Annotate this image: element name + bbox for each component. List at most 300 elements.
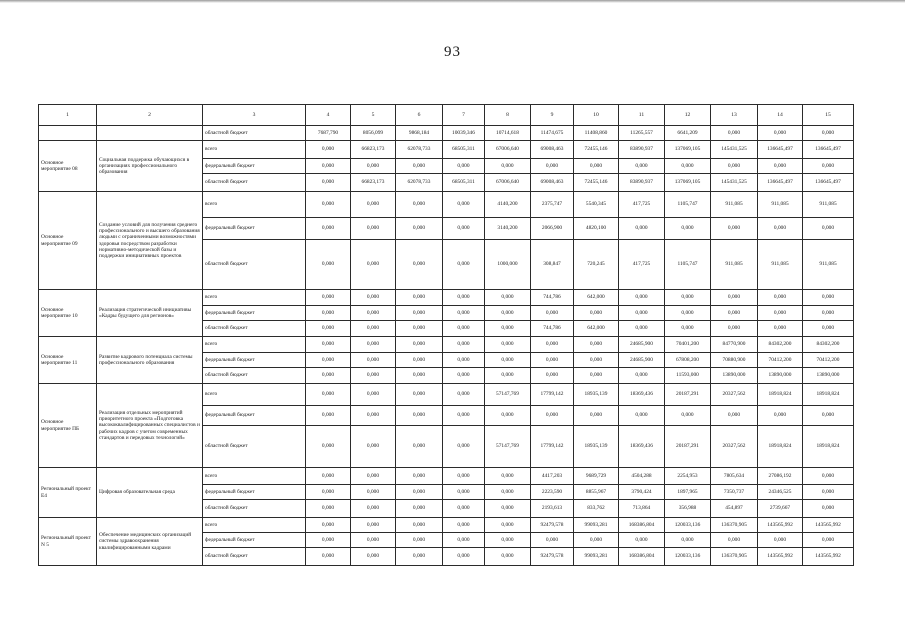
value-cell: 10039,346 bbox=[443, 126, 485, 141]
value-cell: 62078,733 bbox=[396, 141, 443, 159]
value-cell: 911,085 bbox=[711, 240, 758, 290]
value-cell: 0,000 bbox=[306, 141, 351, 159]
value-cell: 92479,578 bbox=[531, 518, 574, 533]
value-cell: 0,000 bbox=[396, 533, 443, 548]
value-cell: 0,000 bbox=[619, 306, 665, 321]
value-cell: 0,000 bbox=[665, 290, 711, 306]
value-cell: 0,000 bbox=[758, 533, 803, 548]
value-cell: 0,000 bbox=[351, 368, 396, 384]
funding-source: областной бюджет bbox=[203, 126, 306, 141]
value-cell: 20187,291 bbox=[665, 384, 711, 406]
value-cell: 70401,200 bbox=[665, 337, 711, 353]
column-header: 5 bbox=[351, 105, 396, 126]
value-cell: 145431,525 bbox=[711, 141, 758, 159]
value-cell: 0,000 bbox=[443, 500, 485, 518]
value-cell: 67006,640 bbox=[485, 174, 531, 192]
value-cell: 0,000 bbox=[574, 533, 619, 548]
value-cell: 0,000 bbox=[443, 533, 485, 548]
value-cell: 145431,525 bbox=[711, 174, 758, 192]
value-cell: 0,000 bbox=[443, 321, 485, 337]
value-cell: 0,000 bbox=[306, 174, 351, 192]
funding-source: областной бюджет bbox=[203, 548, 306, 566]
funding-source: областной бюджет bbox=[203, 368, 306, 384]
value-cell: 0,000 bbox=[306, 240, 351, 290]
value-cell: 1000,000 bbox=[485, 240, 531, 290]
value-cell: 0,000 bbox=[351, 533, 396, 548]
value-cell: 0,000 bbox=[531, 533, 574, 548]
value-cell: 0,000 bbox=[574, 368, 619, 384]
value-cell: 68505,311 bbox=[443, 141, 485, 159]
value-cell: 4140,200 bbox=[485, 192, 531, 218]
value-cell: 136645,497 bbox=[803, 174, 854, 192]
funding-source: федеральный бюджет bbox=[203, 485, 306, 500]
value-cell: 2193,613 bbox=[531, 500, 574, 518]
table-row bbox=[39, 192, 854, 218]
table-row bbox=[39, 290, 854, 306]
activity-description: Реализация отдельных мероприятий приоритетного проекта «Подготовка высококвалифицированных специалистов и рабочих кадров с учетом современных стандартов и передовых технологий» bbox=[97, 384, 203, 468]
value-cell: 20327,562 bbox=[711, 384, 758, 406]
value-cell: 0,000 bbox=[351, 406, 396, 426]
funding-source: всего bbox=[203, 141, 306, 159]
value-cell: 18935,139 bbox=[574, 384, 619, 406]
value-cell: 3140,200 bbox=[485, 218, 531, 240]
activity-description: Обеспечение медицинских организаций системы здравоохранения квалифицированными кадрами bbox=[97, 518, 203, 566]
value-cell: 0,000 bbox=[758, 159, 803, 174]
value-cell: 0,000 bbox=[351, 548, 396, 566]
value-cell: 0,000 bbox=[574, 406, 619, 426]
value-cell: 0,000 bbox=[351, 485, 396, 500]
value-cell: 83890,937 bbox=[619, 174, 665, 192]
activity-name: Основное мероприятие 10 bbox=[39, 290, 97, 337]
value-cell: 2375,747 bbox=[531, 192, 574, 218]
value-cell: 7350,737 bbox=[711, 485, 758, 500]
funding-source: всего bbox=[203, 384, 306, 406]
value-cell: 0,000 bbox=[351, 240, 396, 290]
value-cell: 0,000 bbox=[396, 518, 443, 533]
value-cell: 136645,497 bbox=[803, 141, 854, 159]
value-cell: 18918,824 bbox=[803, 384, 854, 406]
value-cell: 417,725 bbox=[619, 192, 665, 218]
value-cell: 92479,578 bbox=[531, 548, 574, 566]
table-row bbox=[39, 337, 854, 353]
value-cell: 0,000 bbox=[711, 533, 758, 548]
table-body bbox=[39, 105, 854, 566]
funding-source: всего bbox=[203, 518, 306, 533]
value-cell: 744,786 bbox=[531, 290, 574, 306]
value-cell: 0,000 bbox=[306, 192, 351, 218]
value-cell: 70412,200 bbox=[758, 353, 803, 368]
activity-name: Основное мероприятие ПБ bbox=[39, 384, 97, 468]
value-cell: 0,000 bbox=[711, 126, 758, 141]
value-cell: 454,897 bbox=[711, 500, 758, 518]
column-header: 11 bbox=[619, 105, 665, 126]
value-cell: 0,000 bbox=[485, 548, 531, 566]
value-cell: 0,000 bbox=[758, 126, 803, 141]
table-row bbox=[39, 518, 854, 533]
value-cell: 10714,618 bbox=[485, 126, 531, 141]
value-cell: 0,000 bbox=[803, 126, 854, 141]
value-cell: 2739,667 bbox=[758, 500, 803, 518]
value-cell: 0,000 bbox=[351, 468, 396, 485]
funding-source: областной бюджет bbox=[203, 500, 306, 518]
value-cell: 0,000 bbox=[443, 426, 485, 468]
funding-source: всего bbox=[203, 192, 306, 218]
value-cell: 0,000 bbox=[665, 406, 711, 426]
value-cell: 0,000 bbox=[619, 533, 665, 548]
value-cell: 0,000 bbox=[306, 384, 351, 406]
value-cell: 99093,281 bbox=[574, 518, 619, 533]
value-cell: 84302,200 bbox=[758, 337, 803, 353]
value-cell: 66823,173 bbox=[351, 174, 396, 192]
column-header: 4 bbox=[306, 105, 351, 126]
value-cell: 0,000 bbox=[574, 337, 619, 353]
value-cell: 0,000 bbox=[443, 192, 485, 218]
value-cell: 911,085 bbox=[803, 192, 854, 218]
funding-source: всего bbox=[203, 337, 306, 353]
value-cell: 0,000 bbox=[306, 306, 351, 321]
value-cell: 143565,992 bbox=[803, 518, 854, 533]
value-cell: 0,000 bbox=[351, 290, 396, 306]
value-cell: 69008,463 bbox=[531, 174, 574, 192]
value-cell: 0,000 bbox=[758, 406, 803, 426]
value-cell: 0,000 bbox=[443, 240, 485, 290]
value-cell: 0,000 bbox=[351, 218, 396, 240]
scan-edge bbox=[0, 0, 905, 3]
funding-source: областной бюджет bbox=[203, 321, 306, 337]
value-cell: 0,000 bbox=[758, 218, 803, 240]
value-cell: 72455,146 bbox=[574, 174, 619, 192]
value-cell: 72455,146 bbox=[574, 141, 619, 159]
value-cell: 57147,769 bbox=[485, 384, 531, 406]
column-header: 15 bbox=[803, 105, 854, 126]
value-cell: 27086,192 bbox=[758, 468, 803, 485]
value-cell: 0,000 bbox=[619, 159, 665, 174]
value-cell: 0,000 bbox=[803, 159, 854, 174]
value-cell: 0,000 bbox=[619, 218, 665, 240]
value-cell: 13890,000 bbox=[711, 368, 758, 384]
value-cell: 0,000 bbox=[443, 548, 485, 566]
value-cell: 0,000 bbox=[396, 406, 443, 426]
value-cell: 3790,424 bbox=[619, 485, 665, 500]
value-cell: 0,000 bbox=[485, 500, 531, 518]
value-cell: 0,000 bbox=[443, 485, 485, 500]
column-header: 10 bbox=[574, 105, 619, 126]
value-cell: 0,000 bbox=[665, 533, 711, 548]
value-cell: 0,000 bbox=[711, 406, 758, 426]
value-cell: 168386,804 bbox=[619, 548, 665, 566]
value-cell: 0,000 bbox=[396, 337, 443, 353]
value-cell: 0,000 bbox=[443, 368, 485, 384]
value-cell: 713,864 bbox=[619, 500, 665, 518]
value-cell: 0,000 bbox=[396, 159, 443, 174]
column-header: 13 bbox=[711, 105, 758, 126]
value-cell: 0,000 bbox=[443, 337, 485, 353]
value-cell: 57147,769 bbox=[485, 426, 531, 468]
value-cell: 0,000 bbox=[351, 384, 396, 406]
value-cell: 642,000 bbox=[574, 321, 619, 337]
value-cell: 642,000 bbox=[574, 290, 619, 306]
value-cell: 18918,824 bbox=[803, 426, 854, 468]
value-cell: 0,000 bbox=[803, 218, 854, 240]
value-cell: 0,000 bbox=[531, 337, 574, 353]
value-cell: 4820,100 bbox=[574, 218, 619, 240]
activity-description bbox=[97, 126, 203, 141]
value-cell: 136370,905 bbox=[711, 518, 758, 533]
funding-source: всего bbox=[203, 290, 306, 306]
value-cell: 911,085 bbox=[803, 240, 854, 290]
value-cell: 0,000 bbox=[711, 159, 758, 174]
value-cell: 136645,497 bbox=[758, 141, 803, 159]
value-cell: 0,000 bbox=[758, 306, 803, 321]
value-cell: 84302,200 bbox=[803, 337, 854, 353]
value-cell: 84770,900 bbox=[711, 337, 758, 353]
value-cell: 2254,953 bbox=[665, 468, 711, 485]
value-cell: 70412,200 bbox=[803, 353, 854, 368]
value-cell: 911,085 bbox=[758, 240, 803, 290]
value-cell: 9868,184 bbox=[396, 126, 443, 141]
value-cell: 0,000 bbox=[306, 353, 351, 368]
value-cell: 68505,311 bbox=[443, 174, 485, 192]
value-cell: 0,000 bbox=[619, 321, 665, 337]
column-header: 14 bbox=[758, 105, 803, 126]
value-cell: 137069,105 bbox=[665, 174, 711, 192]
value-cell: 9689,729 bbox=[574, 468, 619, 485]
value-cell: 120033,136 bbox=[665, 518, 711, 533]
funding-source: всего bbox=[203, 468, 306, 485]
value-cell: 11408,860 bbox=[574, 126, 619, 141]
value-cell: 8855,967 bbox=[574, 485, 619, 500]
value-cell: 7805,634 bbox=[711, 468, 758, 485]
value-cell: 143565,992 bbox=[758, 518, 803, 533]
value-cell: 0,000 bbox=[803, 290, 854, 306]
value-cell: 70880,900 bbox=[711, 353, 758, 368]
value-cell: 0,000 bbox=[665, 321, 711, 337]
value-cell: 0,000 bbox=[351, 192, 396, 218]
value-cell: 67006,640 bbox=[485, 141, 531, 159]
value-cell: 0,000 bbox=[351, 337, 396, 353]
value-cell: 911,085 bbox=[711, 192, 758, 218]
value-cell: 0,000 bbox=[619, 368, 665, 384]
value-cell: 6641,209 bbox=[665, 126, 711, 141]
funding-source: областной бюджет bbox=[203, 174, 306, 192]
value-cell: 0,000 bbox=[306, 406, 351, 426]
value-cell: 136370,905 bbox=[711, 548, 758, 566]
value-cell: 0,000 bbox=[711, 321, 758, 337]
value-cell: 0,000 bbox=[306, 426, 351, 468]
value-cell: 0,000 bbox=[306, 159, 351, 174]
value-cell: 0,000 bbox=[306, 290, 351, 306]
value-cell: 0,000 bbox=[396, 426, 443, 468]
activity-description: Реализация стратегической инициативы «Кадры будущего для регионов» bbox=[97, 290, 203, 337]
value-cell: 0,000 bbox=[351, 321, 396, 337]
value-cell: 0,000 bbox=[351, 518, 396, 533]
value-cell: 0,000 bbox=[531, 306, 574, 321]
value-cell: 0,000 bbox=[758, 321, 803, 337]
value-cell: 0,000 bbox=[574, 306, 619, 321]
activity-description: Цифровая образовательная среда bbox=[97, 468, 203, 518]
budget-table bbox=[38, 104, 854, 566]
value-cell: 62078,733 bbox=[396, 174, 443, 192]
value-cell: 7687,790 bbox=[306, 126, 351, 141]
value-cell: 0,000 bbox=[485, 337, 531, 353]
value-cell: 0,000 bbox=[803, 533, 854, 548]
column-header: 8 bbox=[485, 105, 531, 126]
value-cell: 0,000 bbox=[485, 518, 531, 533]
table-row bbox=[39, 384, 854, 406]
funding-source: областной бюджет bbox=[203, 240, 306, 290]
value-cell: 0,000 bbox=[306, 468, 351, 485]
value-cell: 0,000 bbox=[803, 468, 854, 485]
value-cell: 0,000 bbox=[443, 518, 485, 533]
value-cell: 0,000 bbox=[485, 485, 531, 500]
value-cell: 0,000 bbox=[531, 159, 574, 174]
value-cell: 0,000 bbox=[396, 548, 443, 566]
value-cell: 0,000 bbox=[803, 500, 854, 518]
value-cell: 0,000 bbox=[531, 406, 574, 426]
column-header: 1 bbox=[39, 105, 97, 126]
value-cell: 0,000 bbox=[306, 337, 351, 353]
value-cell: 0,000 bbox=[485, 306, 531, 321]
value-cell: 0,000 bbox=[711, 290, 758, 306]
activity-description: Развитие кадрового потенциала системы профессионального образования bbox=[97, 337, 203, 384]
value-cell: 0,000 bbox=[485, 353, 531, 368]
value-cell: 0,000 bbox=[306, 518, 351, 533]
value-cell: 11265,557 bbox=[619, 126, 665, 141]
activity-name: Основное мероприятие 08 bbox=[39, 141, 97, 192]
activity-name: Региональный проект N 5 bbox=[39, 518, 97, 566]
value-cell: 417,725 bbox=[619, 240, 665, 290]
value-cell: 0,000 bbox=[443, 384, 485, 406]
column-header: 9 bbox=[531, 105, 574, 126]
value-cell: 0,000 bbox=[396, 218, 443, 240]
funding-source: федеральный бюджет bbox=[203, 533, 306, 548]
table-row bbox=[39, 126, 854, 141]
value-cell: 67808,200 bbox=[665, 353, 711, 368]
value-cell: 0,000 bbox=[351, 500, 396, 518]
page-number: 93 bbox=[444, 44, 461, 60]
value-cell: 0,000 bbox=[396, 500, 443, 518]
value-cell: 1897,965 bbox=[665, 485, 711, 500]
value-cell: 99093,281 bbox=[574, 548, 619, 566]
value-cell: 0,000 bbox=[396, 306, 443, 321]
activity-name: Основное мероприятие 11 bbox=[39, 337, 97, 384]
funding-source: областной бюджет bbox=[203, 426, 306, 468]
value-cell: 18918,824 bbox=[758, 426, 803, 468]
value-cell: 66823,173 bbox=[351, 141, 396, 159]
value-cell: 0,000 bbox=[306, 218, 351, 240]
value-cell: 0,000 bbox=[665, 159, 711, 174]
funding-source: федеральный бюджет bbox=[203, 353, 306, 368]
value-cell: 0,000 bbox=[351, 353, 396, 368]
value-cell: 17799,142 bbox=[531, 426, 574, 468]
value-cell: 0,000 bbox=[306, 533, 351, 548]
value-cell: 0,000 bbox=[396, 368, 443, 384]
value-cell: 0,000 bbox=[306, 368, 351, 384]
value-cell: 0,000 bbox=[803, 306, 854, 321]
value-cell: 0,000 bbox=[485, 321, 531, 337]
value-cell: 0,000 bbox=[803, 406, 854, 426]
value-cell: 0,000 bbox=[574, 159, 619, 174]
value-cell: 0,000 bbox=[306, 485, 351, 500]
activity-name: Основное мероприятие 09 bbox=[39, 192, 97, 290]
value-cell: 0,000 bbox=[485, 533, 531, 548]
value-cell: 11474,675 bbox=[531, 126, 574, 141]
value-cell: 2066,900 bbox=[531, 218, 574, 240]
funding-source: федеральный бюджет bbox=[203, 406, 306, 426]
value-cell: 0,000 bbox=[758, 290, 803, 306]
value-cell: 0,000 bbox=[443, 468, 485, 485]
value-cell: 0,000 bbox=[485, 468, 531, 485]
header-row bbox=[39, 105, 854, 126]
value-cell: 0,000 bbox=[711, 306, 758, 321]
value-cell: 0,000 bbox=[803, 485, 854, 500]
value-cell: 0,000 bbox=[396, 290, 443, 306]
value-cell: 0,000 bbox=[396, 353, 443, 368]
value-cell: 5540,345 bbox=[574, 192, 619, 218]
value-cell: 0,000 bbox=[306, 500, 351, 518]
value-cell: 0,000 bbox=[306, 548, 351, 566]
column-header: 2 bbox=[97, 105, 203, 126]
value-cell: 308,847 bbox=[531, 240, 574, 290]
value-cell: 1105,747 bbox=[665, 240, 711, 290]
table-row bbox=[39, 141, 854, 159]
value-cell: 0,000 bbox=[443, 218, 485, 240]
value-cell: 0,000 bbox=[396, 468, 443, 485]
value-cell: 11593,000 bbox=[665, 368, 711, 384]
value-cell: 24685,900 bbox=[619, 353, 665, 368]
value-cell: 0,000 bbox=[665, 218, 711, 240]
value-cell: 0,000 bbox=[531, 368, 574, 384]
value-cell: 0,000 bbox=[306, 321, 351, 337]
funding-source: федеральный бюджет bbox=[203, 159, 306, 174]
activity-description: Социальная поддержка обучающихся в организациях профессионального образования bbox=[97, 141, 203, 192]
value-cell: 0,000 bbox=[351, 306, 396, 321]
value-cell: 0,000 bbox=[531, 353, 574, 368]
value-cell: 18918,824 bbox=[758, 384, 803, 406]
value-cell: 833,762 bbox=[574, 500, 619, 518]
column-header: 3 bbox=[203, 105, 306, 126]
value-cell: 0,000 bbox=[485, 290, 531, 306]
value-cell: 1105,747 bbox=[665, 192, 711, 218]
value-cell: 0,000 bbox=[619, 290, 665, 306]
value-cell: 24346,525 bbox=[758, 485, 803, 500]
value-cell: 0,000 bbox=[485, 368, 531, 384]
value-cell: 0,000 bbox=[443, 406, 485, 426]
value-cell: 143565,992 bbox=[803, 548, 854, 566]
value-cell: 0,000 bbox=[665, 306, 711, 321]
column-header: 7 bbox=[443, 105, 485, 126]
value-cell: 8056,099 bbox=[351, 126, 396, 141]
column-header: 12 bbox=[665, 105, 711, 126]
value-cell: 24685,900 bbox=[619, 337, 665, 353]
value-cell: 136645,497 bbox=[758, 174, 803, 192]
value-cell: 0,000 bbox=[443, 159, 485, 174]
column-header: 6 bbox=[396, 105, 443, 126]
value-cell: 0,000 bbox=[396, 485, 443, 500]
value-cell: 143565,992 bbox=[758, 548, 803, 566]
value-cell: 0,000 bbox=[485, 159, 531, 174]
value-cell: 0,000 bbox=[396, 384, 443, 406]
value-cell: 720,245 bbox=[574, 240, 619, 290]
value-cell: 168386,804 bbox=[619, 518, 665, 533]
value-cell: 0,000 bbox=[351, 426, 396, 468]
value-cell: 0,000 bbox=[396, 192, 443, 218]
value-cell: 83890,937 bbox=[619, 141, 665, 159]
value-cell: 18369,436 bbox=[619, 426, 665, 468]
value-cell: 13890,000 bbox=[758, 368, 803, 384]
value-cell: 0,000 bbox=[574, 353, 619, 368]
value-cell: 13890,000 bbox=[803, 368, 854, 384]
